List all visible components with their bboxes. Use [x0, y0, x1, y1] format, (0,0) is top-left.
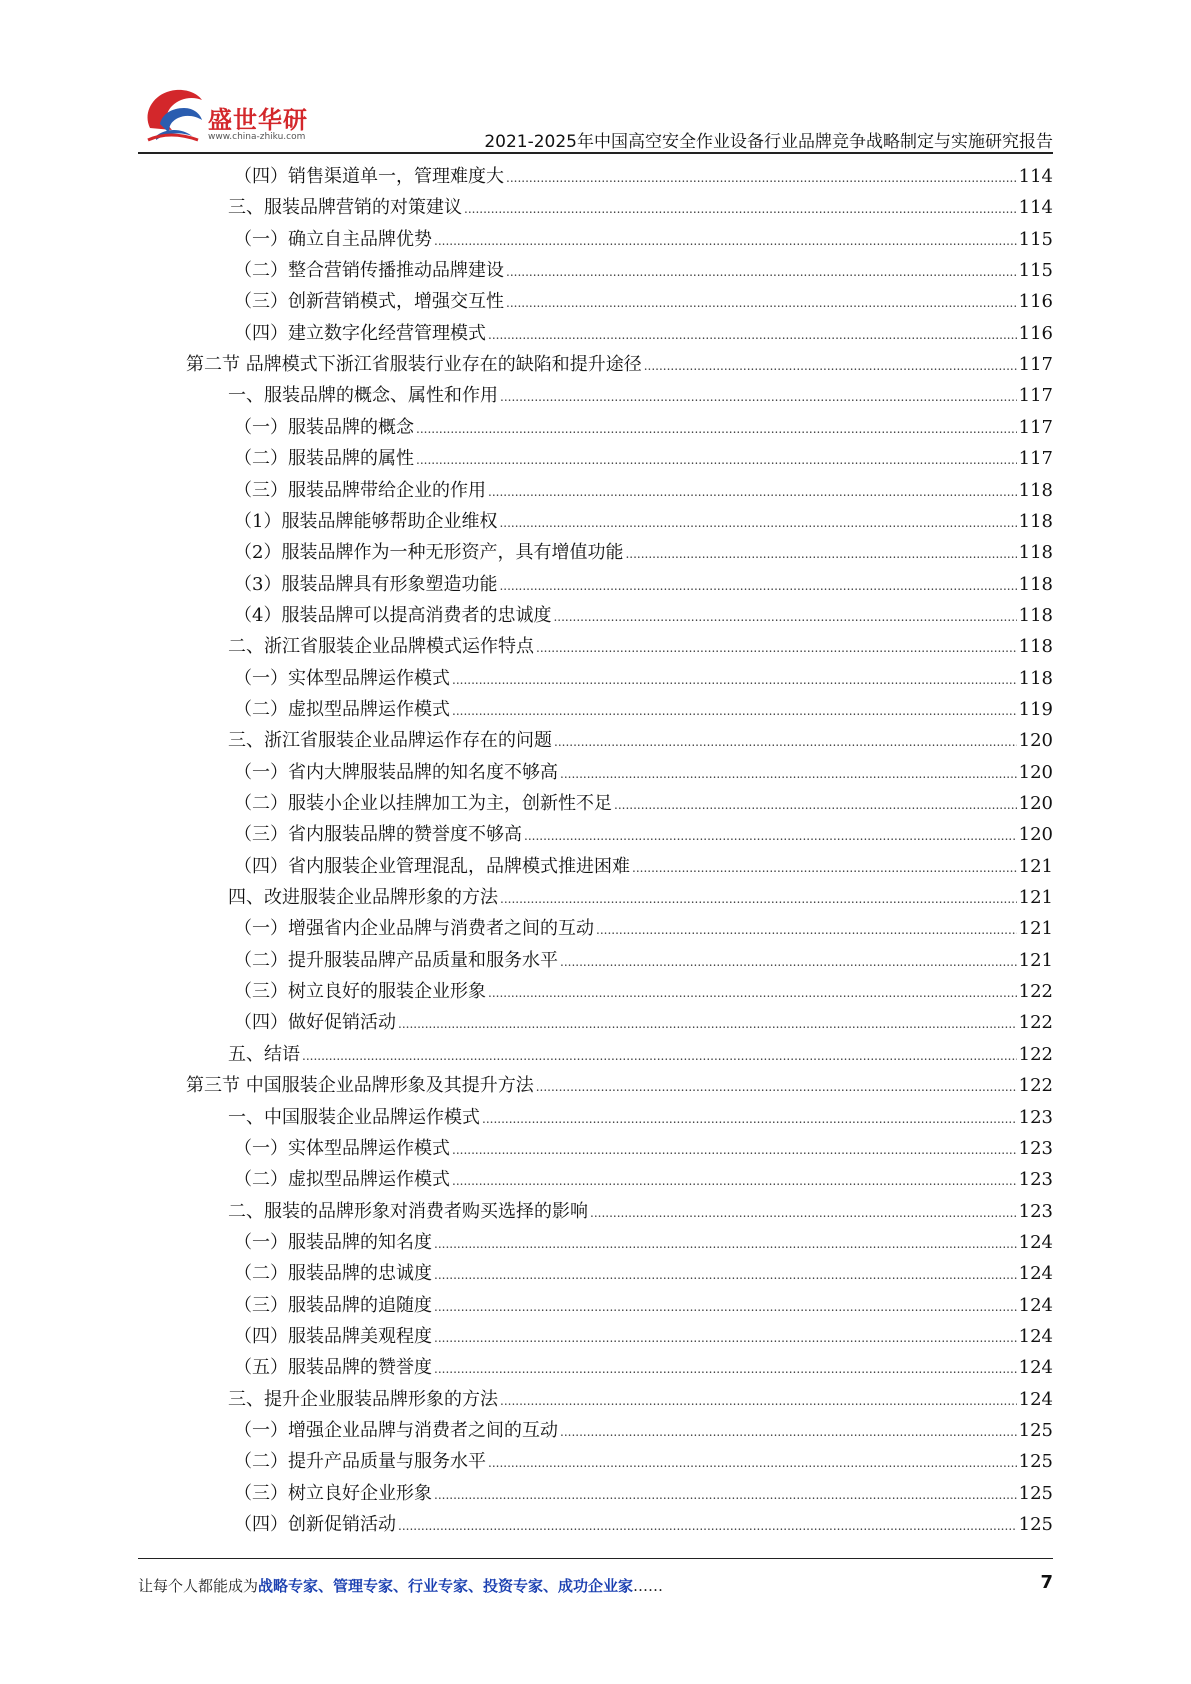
toc-entry-label: （二）整合营销传播推动品牌建设: [234, 260, 504, 282]
toc-entry-page: 121: [1018, 949, 1053, 971]
toc-entry-page: 117: [1018, 354, 1053, 376]
toc-entry-page: 117: [1018, 385, 1053, 407]
toc-dot-leader: [434, 1480, 1017, 1511]
toc-entry[interactable]: [228, 1039, 1053, 1070]
toc-dot-leader: [452, 1166, 1017, 1197]
toc-entry-label: （4）服装品牌可以提高消费者的忠诚度: [234, 604, 552, 626]
toc-entry-label: 三、浙江省服装企业品牌运作存在的问题: [228, 730, 552, 752]
toc-dot-leader: [398, 1511, 1017, 1542]
toc-entry-page: 115: [1018, 228, 1053, 250]
toc-dot-leader: [560, 1417, 1017, 1448]
toc-entry-page: 121: [1018, 855, 1053, 877]
toc-entry-page: 122: [1018, 1075, 1053, 1097]
logo-url: www.china-zhiku.com: [208, 132, 306, 142]
toc-dot-leader: [625, 539, 1016, 570]
toc-entry-page: 123: [1018, 1169, 1053, 1191]
report-title: 2021-2025年中国高空安全作业设备行业品牌竞争战略制定与实施研究报告: [484, 132, 1053, 152]
toc-entry[interactable]: [234, 757, 1053, 788]
toc-entry[interactable]: [234, 788, 1053, 819]
toc-dot-leader: [536, 633, 1017, 664]
toc-entry-label: （四）省内服装企业管理混乱，品牌模式推进困难: [234, 855, 630, 877]
toc-entry[interactable]: [234, 851, 1053, 882]
toc-dot-leader: [452, 1135, 1017, 1166]
toc-dot-leader: [560, 759, 1017, 790]
toc-entry[interactable]: [228, 380, 1053, 411]
toc-entry-page: 120: [1018, 824, 1053, 846]
toc-entry-label: （一）实体型品牌运作模式: [234, 667, 450, 689]
toc-entry[interactable]: [234, 443, 1053, 474]
toc-entry-label: （一）实体型品牌运作模式: [234, 1137, 450, 1159]
toc-entry-page: 124: [1018, 1294, 1053, 1316]
toc-entry-page: 118: [1018, 636, 1053, 658]
toc-entry-label: （一）确立自主品牌优势: [234, 228, 432, 250]
toc-entry[interactable]: [234, 1478, 1053, 1509]
toc-entry[interactable]: [228, 631, 1053, 662]
toc-dot-leader: [434, 1292, 1017, 1323]
toc-dot-leader: [632, 853, 1017, 884]
toc-entry-page: 123: [1018, 1137, 1053, 1159]
toc-entry-label: （四）做好促销活动: [234, 1012, 396, 1034]
toc-dot-leader: [506, 163, 1017, 194]
toc-dot-leader: [644, 351, 1017, 382]
toc-entry[interactable]: [228, 1196, 1053, 1227]
toc-dot-leader: [590, 1198, 1017, 1229]
toc-entry[interactable]: [228, 725, 1053, 756]
toc-entry-label: （三）树立良好企业形象: [234, 1482, 432, 1504]
toc-entry[interactable]: [234, 1007, 1053, 1038]
footer-prefix: 让每个人都能成为: [138, 1577, 259, 1595]
toc-entry-label: 三、服装品牌营销的对策建议: [228, 197, 462, 219]
toc-dot-leader: [416, 414, 1017, 445]
toc-entry-label: （一）省内大牌服装品牌的知名度不够高: [234, 761, 558, 783]
logo-text: 盛世华研: [208, 106, 308, 134]
toc-entry[interactable]: [228, 1384, 1053, 1415]
toc-dot-leader: [464, 194, 1017, 225]
toc-entry[interactable]: [234, 945, 1053, 976]
toc-entry-label: （一）服装品牌的概念: [234, 416, 414, 438]
toc-entry[interactable]: [234, 1446, 1053, 1477]
toc-entry-label: （一）增强企业品牌与消费者之间的互动: [234, 1420, 558, 1441]
toc-entry[interactable]: [186, 349, 1053, 380]
toc-entry-page: 125: [1018, 1514, 1053, 1536]
toc-dot-leader: [416, 445, 1017, 476]
toc-entry[interactable]: [234, 1258, 1053, 1289]
toc-dot-leader: [434, 1354, 1017, 1385]
toc-entry-label: （二）提升产品质量与服务水平: [234, 1451, 486, 1473]
toc-entry[interactable]: [234, 1509, 1053, 1540]
toc-dot-leader: [596, 915, 1017, 946]
toc-entry[interactable]: [234, 412, 1053, 443]
toc-entry-page: 124: [1018, 1325, 1053, 1347]
toc-entry-label: 四、改进服装企业品牌形象的方法: [228, 887, 498, 909]
toc-entry[interactable]: [228, 1102, 1053, 1133]
toc-dot-leader: [434, 1229, 1017, 1260]
toc-entry[interactable]: [234, 1227, 1053, 1258]
toc-entry-page: 115: [1018, 260, 1053, 282]
toc-dot-leader: [554, 727, 1017, 758]
toc-dot-leader: [452, 696, 1017, 727]
toc-entry-page: 125: [1018, 1420, 1053, 1441]
toc-entry-label: （二）服装品牌的属性: [234, 448, 414, 470]
toc-entry-label: （五）服装品牌的赞誉度: [234, 1357, 432, 1379]
toc-dot-leader: [506, 288, 1017, 319]
toc-dot-leader: [398, 1009, 1017, 1040]
toc-dot-leader: [524, 821, 1017, 852]
toc-entry[interactable]: [234, 318, 1053, 349]
footer-highlight: 战略专家、管理专家、行业专家、投资专家、成功企业家: [258, 1577, 634, 1595]
toc-entry-page: 118: [1018, 542, 1053, 564]
toc-entry-label: （二）服装品牌的忠诚度: [234, 1263, 432, 1285]
toc-dot-leader: [499, 508, 1016, 539]
toc-dot-leader: [500, 382, 1017, 413]
toc-entry-label: （2）服装品牌作为一种无形资产，具有增值功能: [234, 542, 624, 564]
toc-entry-label: 二、服装的品牌形象对消费者购买选择的影响: [228, 1200, 588, 1222]
toc-entry[interactable]: [234, 976, 1053, 1007]
toc-entry[interactable]: [234, 475, 1053, 506]
toc-entry-label: （一）服装品牌的知名度: [234, 1231, 432, 1253]
toc-entry[interactable]: [234, 1352, 1053, 1383]
toc-entry-page: 122: [1018, 1043, 1053, 1065]
toc-entry[interactable]: [234, 1164, 1053, 1195]
toc-dot-leader: [488, 477, 1017, 508]
toc-dot-leader: [434, 1260, 1017, 1291]
toc-dot-leader: [506, 257, 1017, 288]
toc-entry-page: 118: [1018, 479, 1053, 501]
toc-entry-page: 119: [1018, 698, 1053, 720]
toc-entry-label: （三）服装品牌的追随度: [234, 1294, 432, 1316]
toc-entry-label: （四）创新促销活动: [234, 1514, 396, 1536]
toc-entry-page: 124: [1018, 1263, 1053, 1285]
toc-entry-label: 一、服装品牌的概念、属性和作用: [228, 385, 498, 407]
toc-entry-label: （3）服装品牌具有形象塑造功能: [234, 573, 498, 595]
toc-entry-page: 121: [1018, 887, 1053, 909]
toc-entry-label: （四）建立数字化经营管理模式: [234, 322, 486, 344]
toc-entry-label: 五、结语: [228, 1043, 300, 1065]
toc-entry[interactable]: [234, 663, 1053, 694]
toc-dot-leader: [434, 1323, 1017, 1354]
toc-entry[interactable]: [228, 882, 1053, 913]
page-header: [0, 0, 1191, 160]
toc-dot-leader: [482, 1104, 1017, 1135]
header-divider: [138, 152, 1053, 154]
toc-dot-leader: [452, 665, 1017, 696]
toc-entry-page: 124: [1018, 1388, 1053, 1410]
toc-entry-page: 125: [1018, 1482, 1053, 1504]
page-number: 7: [1040, 1572, 1053, 1593]
toc-entry-page: 118: [1018, 604, 1053, 626]
toc-entry-label: 三、提升企业服装品牌形象的方法: [228, 1388, 498, 1410]
toc-entry[interactable]: [234, 1133, 1053, 1164]
toc-entry-page: 114: [1018, 166, 1053, 187]
toc-dot-leader: [488, 320, 1017, 351]
toc-entry[interactable]: [234, 694, 1053, 725]
toc-entry[interactable]: [234, 537, 1053, 568]
toc-entry-label: （二）虚拟型品牌运作模式: [234, 698, 450, 720]
toc-entry-page: 120: [1018, 730, 1053, 752]
toc-entry[interactable]: [234, 1415, 1053, 1446]
toc-entry[interactable]: [234, 255, 1053, 286]
toc-entry-label: （一）增强省内企业品牌与消费者之间的互动: [234, 918, 594, 940]
toc-entry-label: 一、中国服装企业品牌运作模式: [228, 1106, 480, 1128]
toc-entry[interactable]: [234, 819, 1053, 850]
toc-entry-label: （四）服装品牌美观程度: [234, 1325, 432, 1347]
toc-entry-page: 125: [1018, 1451, 1053, 1473]
toc-entry-page: 117: [1018, 448, 1053, 470]
toc-entry-page: 120: [1018, 761, 1053, 783]
toc-entry-label: （二）虚拟型品牌运作模式: [234, 1169, 450, 1191]
toc-entry-page: 121: [1018, 918, 1053, 940]
toc-dot-leader: [488, 978, 1017, 1009]
toc-entry-label: 第三节 中国服装企业品牌形象及其提升方法: [186, 1075, 534, 1097]
toc-entry-label: （三）创新营销模式，增强交互性: [234, 291, 504, 313]
toc-dot-leader: [560, 947, 1017, 978]
toc-entry-page: 117: [1018, 416, 1053, 438]
toc-entry[interactable]: [234, 161, 1053, 192]
toc-entry-label: （二）提升服装品牌产品质量和服务水平: [234, 949, 558, 971]
toc-entry[interactable]: [234, 1321, 1053, 1352]
toc-entry[interactable]: [234, 286, 1053, 317]
toc-dot-leader: [536, 1072, 1017, 1103]
toc-entry[interactable]: [186, 1070, 1053, 1101]
toc-entry-page: 122: [1018, 981, 1053, 1003]
footer-slogan: [138, 1575, 663, 1596]
toc-entry[interactable]: [228, 192, 1053, 223]
toc-dot-leader: [488, 1448, 1017, 1479]
toc-entry-label: （三）树立良好的服装企业形象: [234, 981, 486, 1003]
toc-entry-page: 114: [1018, 197, 1053, 219]
toc-entry-label: 第二节 品牌模式下浙江省服装行业存在的缺陷和提升途径: [186, 354, 642, 376]
toc-dot-leader: [302, 1041, 1017, 1072]
toc-entry-page: 124: [1018, 1231, 1053, 1253]
footer-suffix: ……: [633, 1577, 664, 1595]
toc-entry-page: 118: [1018, 573, 1053, 595]
toc-entry-label: （1）服装品牌能够帮助企业维权: [234, 510, 498, 532]
toc-entry[interactable]: [234, 1290, 1053, 1321]
toc-entry-page: 118: [1018, 667, 1053, 689]
toc-entry[interactable]: [234, 506, 1053, 537]
toc-dot-leader: [553, 602, 1016, 633]
toc-entry-page: 116: [1018, 291, 1053, 313]
toc-entry[interactable]: [234, 224, 1053, 255]
toc-entry[interactable]: [234, 569, 1053, 600]
toc-dot-leader: [434, 226, 1017, 257]
toc-entry-page: 124: [1018, 1357, 1053, 1379]
toc-dot-leader: [614, 790, 1017, 821]
toc-entry[interactable]: [234, 913, 1053, 944]
toc-entry-label: （四）销售渠道单一，管理难度大: [234, 166, 504, 187]
toc-entry-label: （二）服装小企业以挂牌加工为主，创新性不足: [234, 793, 612, 814]
toc-entry-page: 123: [1018, 1106, 1053, 1128]
toc-entry-label: （三）省内服装品牌的赞誉度不够高: [234, 824, 522, 846]
toc-dot-leader: [500, 884, 1017, 915]
toc-entry-page: 122: [1018, 1012, 1053, 1034]
toc-entry-page: 118: [1018, 510, 1053, 532]
toc-dot-leader: [500, 1386, 1017, 1417]
toc-entry-page: 120: [1018, 793, 1053, 814]
toc-dot-leader: [499, 571, 1016, 602]
toc-entry[interactable]: [234, 600, 1053, 631]
toc-entry-page: 116: [1018, 322, 1053, 344]
toc-entry-label: （三）服装品牌带给企业的作用: [234, 479, 486, 501]
toc-entry-label: 二、浙江省服装企业品牌模式运作特点: [228, 636, 534, 658]
footer-divider: [138, 1558, 1053, 1559]
toc-entry-page: 123: [1018, 1200, 1053, 1222]
